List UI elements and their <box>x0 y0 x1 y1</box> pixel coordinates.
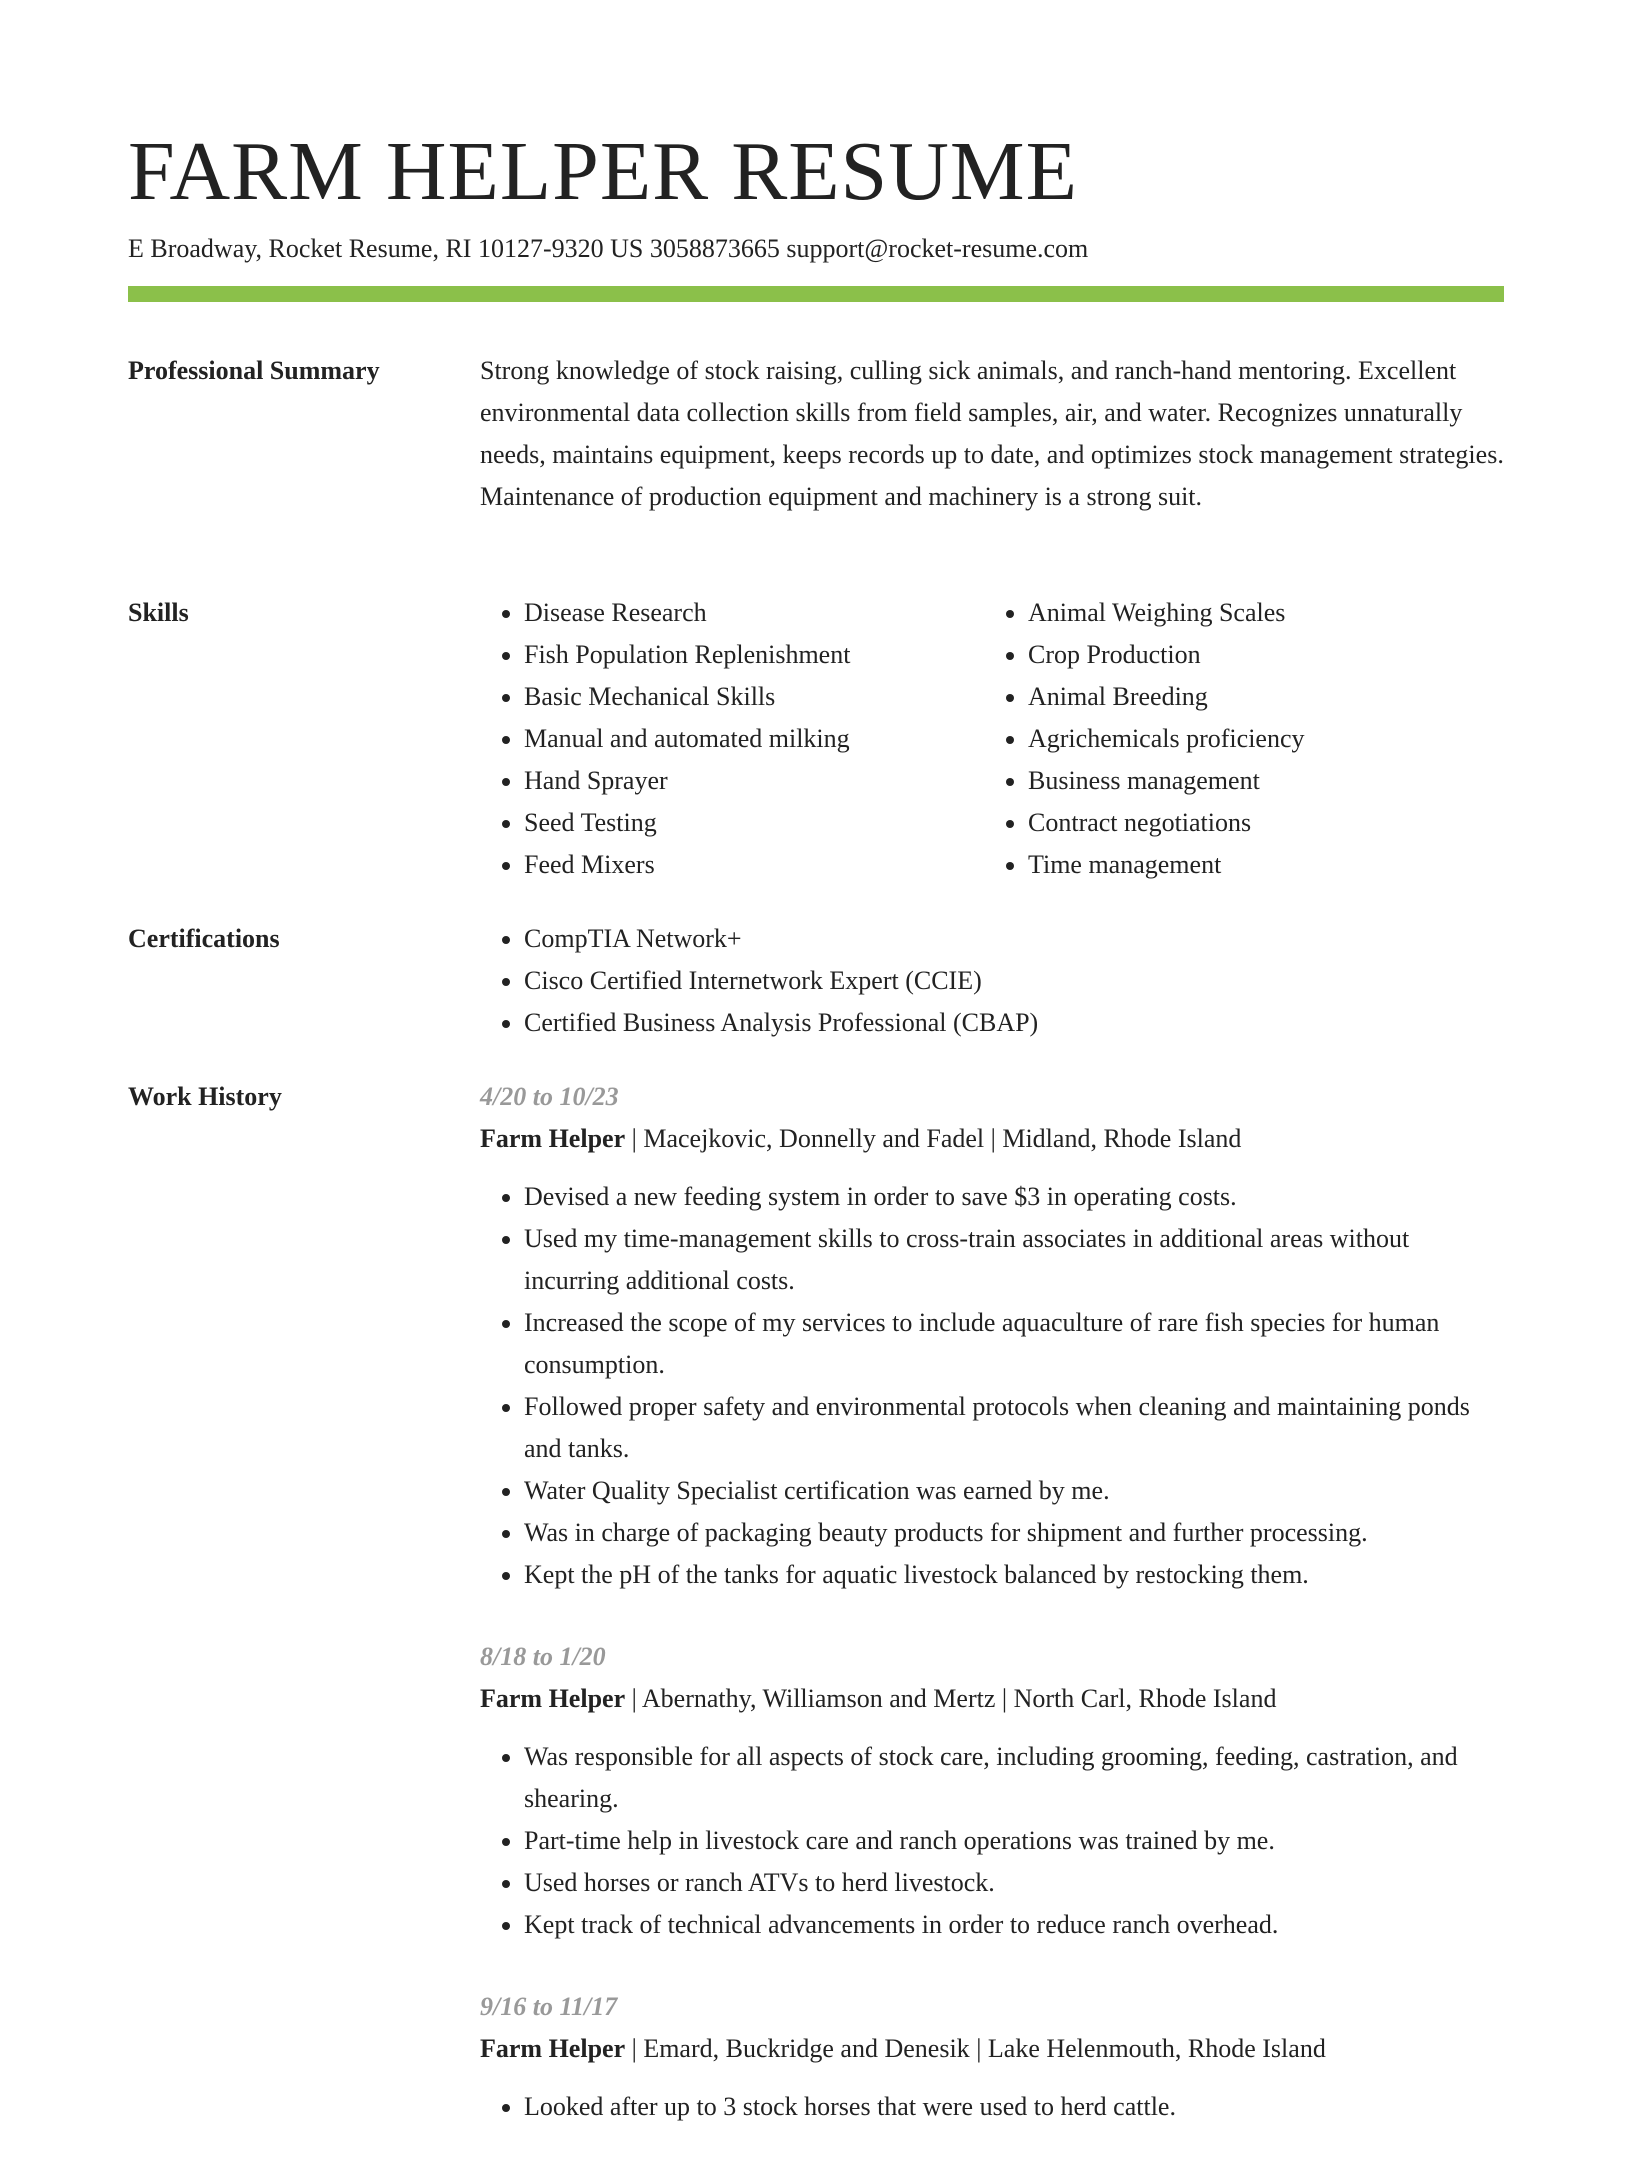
summary-body <box>480 350 1504 518</box>
skills-column-left <box>480 592 984 886</box>
job-company: Abernathy, Williamson and Mertz <box>641 1684 996 1713</box>
certifications-body <box>480 918 1504 1044</box>
skills-label: Skills <box>128 598 189 627</box>
job-duty: • Looked after up to 3 stock horses that were used to herd cattle. <box>524 2086 1504 2128</box>
skills-list-left <box>480 592 984 886</box>
skill-item: • Agrichemicals proficiency <box>1028 718 1488 760</box>
contact-line: E Broadway, Rocket Resume, RI 10127-9320 US 3058873665 support@rocket-resume.com <box>128 234 1089 263</box>
skill-item: • Contract negotiations <box>1028 802 1488 844</box>
job-separator: | <box>625 1684 642 1713</box>
skills-columns <box>480 592 1504 886</box>
job-duty: • Kept the pH of the tanks for aquatic livestock balanced by restocking them. <box>524 1554 1504 1596</box>
skill-item: • Manual and automated milking <box>524 718 984 760</box>
job-heading <box>480 2028 1504 2070</box>
job-duty: • Devised a new feeding system in order to save $3 in operating costs. <box>524 1176 1504 1218</box>
header-divider <box>128 286 1504 302</box>
certifications-list <box>480 918 1504 1044</box>
job-location: North Carl, Rhode Island <box>1013 1684 1277 1713</box>
job-company: Emard, Buckridge and Denesik <box>643 2034 970 2063</box>
job-duty: • Water Quality Specialist certification was earned by me. <box>524 1470 1504 1512</box>
job-entry <box>480 1076 1504 1596</box>
job-location: Lake Helenmouth, Rhode Island <box>987 2034 1326 2063</box>
resume-title: FARM HELPER RESUME <box>128 125 1078 218</box>
summary-text: Strong knowledge of stock raising, culling sick animals, and ranch-hand mentoring. Excellent environmental data collection skills from field samples, air, and water. Recognizes unnaturally needs, maintains equipment, keeps records up to date, and optimizes stock management strategies. Maintenance of production equipment and machinery is a strong suit. <box>480 356 1504 511</box>
job-title: Farm Helper <box>480 1124 626 1153</box>
certification-item: • Cisco Certified Internetwork Expert (CCIE) <box>524 960 1504 1002</box>
job-separator: | <box>995 1684 1014 1713</box>
job-company: Macejkovic, Donnelly and Fadel <box>643 1124 985 1153</box>
job-location: Midland, Rhode Island <box>1002 1124 1242 1153</box>
job-separator: | <box>969 2034 988 2063</box>
skill-item: • Disease Research <box>524 592 984 634</box>
skill-item: • Fish Population Replenishment <box>524 634 984 676</box>
job-duty: • Increased the scope of my services to include aquaculture of rare fish species for human consumption. <box>524 1302 1504 1386</box>
skill-item: • Feed Mixers <box>524 844 984 886</box>
job-separator: | <box>984 1124 1003 1153</box>
work-history-label: Work History <box>128 1082 282 1111</box>
skill-item: • Business management <box>1028 760 1488 802</box>
skill-item: • Seed Testing <box>524 802 984 844</box>
job-dates: 4/20 to 10/23 <box>480 1082 619 1111</box>
skill-item: • Animal Breeding <box>1028 676 1488 718</box>
job-entry <box>480 1636 1504 1946</box>
summary-label: Professional Summary <box>128 356 380 385</box>
job-duties <box>480 1176 1504 1596</box>
job-duty: • Used horses or ranch ATVs to herd livestock. <box>524 1862 1504 1904</box>
work-history-body <box>480 1076 1504 2168</box>
job-duty: • Used my time-management skills to cross-train associates in additional areas without incurring additional costs. <box>524 1218 1504 1302</box>
job-separator: | <box>625 1124 644 1153</box>
skill-item: • Animal Weighing Scales <box>1028 592 1488 634</box>
skills-list-right <box>984 592 1488 886</box>
job-heading <box>480 1118 1504 1160</box>
job-separator: | <box>625 2034 644 2063</box>
job-duties <box>480 2086 1504 2128</box>
job-dates: 8/18 to 1/20 <box>480 1642 606 1671</box>
job-duty: • Was in charge of packaging beauty products for shipment and further processing. <box>524 1512 1504 1554</box>
certification-item: • Certified Business Analysis Professional (CBAP) <box>524 1002 1504 1044</box>
job-heading <box>480 1678 1504 1720</box>
job-duty: • Was responsible for all aspects of stock care, including grooming, feeding, castration, and shearing. <box>524 1736 1504 1820</box>
job-title: Farm Helper <box>480 2034 626 2063</box>
certification-item: • CompTIA Network+ <box>524 918 1504 960</box>
job-duty: • Kept track of technical advancements in order to reduce ranch overhead. <box>524 1904 1504 1946</box>
skills-body <box>480 592 1504 886</box>
skill-item: • Crop Production <box>1028 634 1488 676</box>
skill-item: • Hand Sprayer <box>524 760 984 802</box>
job-duties <box>480 1736 1504 1946</box>
job-dates: 9/16 to 11/17 <box>480 1992 618 2021</box>
job-title: Farm Helper <box>480 1684 626 1713</box>
job-duty: • Followed proper safety and environmental protocols when cleaning and maintaining ponds and tanks. <box>524 1386 1504 1470</box>
skill-item: • Time management <box>1028 844 1488 886</box>
job-entry <box>480 1986 1504 2128</box>
job-duty: • Part-time help in livestock care and ranch operations was trained by me. <box>524 1820 1504 1862</box>
skills-column-right <box>984 592 1488 886</box>
certifications-label: Certifications <box>128 924 280 953</box>
skill-item: • Basic Mechanical Skills <box>524 676 984 718</box>
